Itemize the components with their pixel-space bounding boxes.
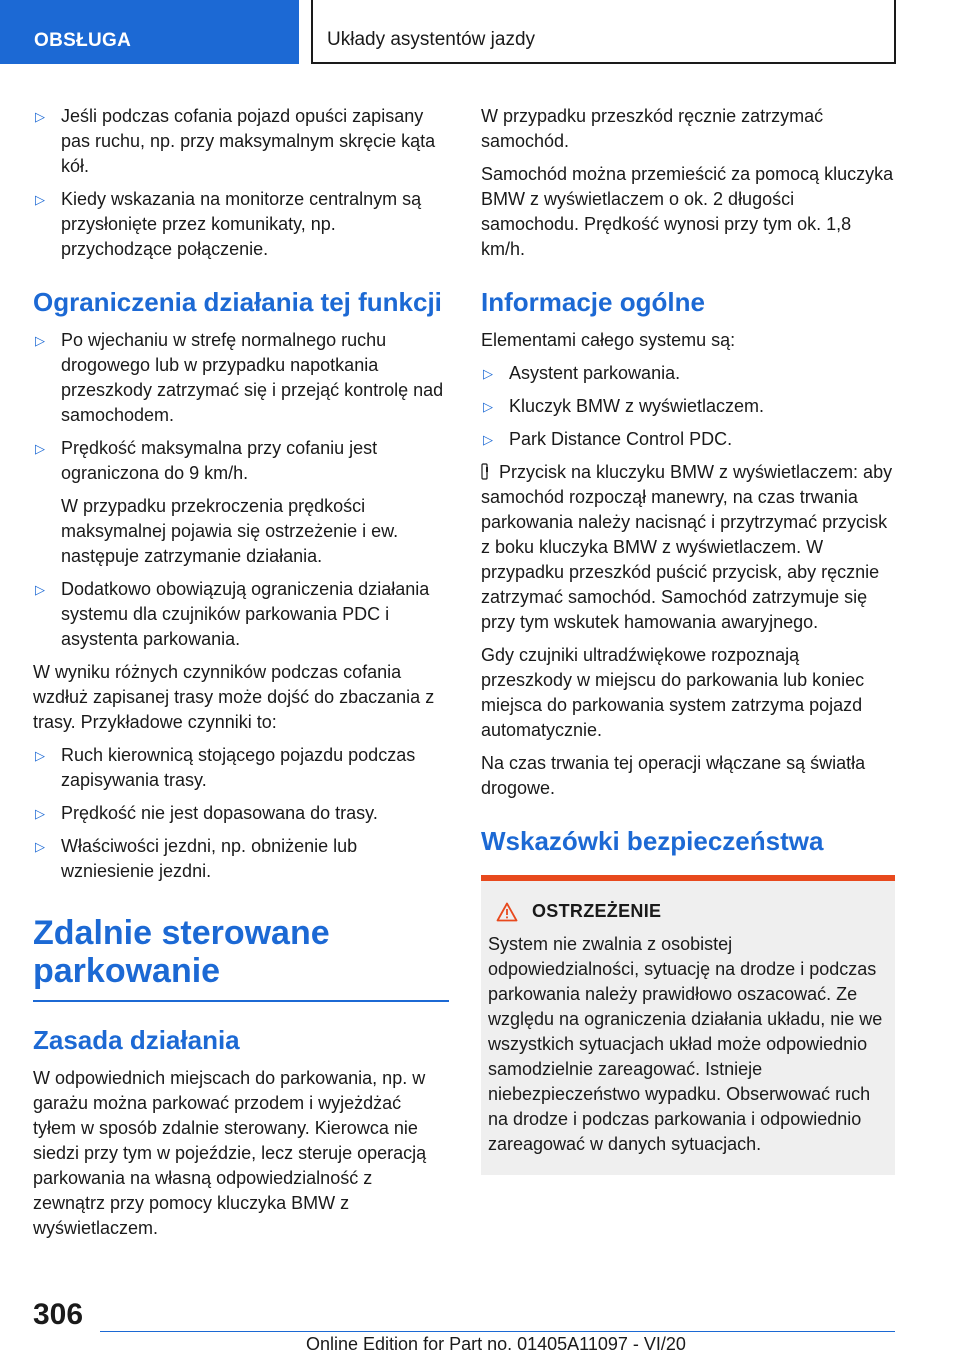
triangle-bullet-icon: ▷: [35, 806, 45, 821]
triangle-bullet-icon: ▷: [483, 432, 493, 447]
header-chapter-label: Układy asystentów jazdy: [327, 29, 536, 50]
list-item: ▷ Właściwości jezdni, np. obniżenie lub wzniesienie jezdni.: [35, 836, 358, 881]
triangle-bullet-icon: ▷: [35, 441, 45, 456]
triangle-bullet-icon: ▷: [35, 333, 45, 348]
paragraph: Samochód można przemieścić za pomocą kluczyka BMW z wyświetlaczem o ok. 2 długości samochodu. Prędkość wynosi przy tym ok. 1,8 km/h.: [481, 164, 894, 259]
triangle-bullet-icon: ▷: [35, 582, 45, 597]
limits-heading: Ograniczenia działania tej funkcji: [33, 287, 442, 317]
page-number: 306: [33, 1298, 84, 1331]
key-button-icon: [481, 463, 489, 480]
list-item: ▷ Prędkość nie jest dopasowana do trasy.: [33, 801, 449, 826]
footer-divider: [100, 1331, 895, 1332]
main-heading: Zdalnie sterowane parkowanie: [33, 914, 330, 990]
list-item: ▷ Park Distance Control PDC.: [481, 427, 895, 452]
header-section-label: OBSŁUGA: [34, 30, 132, 51]
button-paragraph: Przycisk na kluczyku BMW z wyświetlaczem: aby samochód rozpoczął manewry, na czas trwania parkowania należy nacisnąć i przytrzymać przycisk z boku kluczyka BMW z wyświetlaczem. W przypadku przeszkód puścić przycisk, aby ręcznie zatrzymać samochód. Samochód zatrzymuje się przy tym wskutek hamowania awaryjnego.: [481, 462, 893, 632]
triangle-bullet-icon: ▷: [35, 748, 45, 763]
general-intro: Elementami całego systemu są:: [481, 330, 736, 350]
paragraph: W przypadku przeszkód ręcznie zatrzymać samochód.: [481, 106, 824, 151]
safety-heading: Wskazówki bezpieczeństwa: [481, 826, 824, 856]
header-chapter-box: [311, 0, 896, 64]
list-item: ▷ Po wjechaniu w strefę normalnego ruchu drogowego lub w przypadku napotkania przeszkody zatrzymać się i przejąć kontrolę nad samochodem.: [35, 330, 444, 425]
triangle-bullet-icon: ▷: [483, 366, 493, 381]
principle-heading: Zasada działania: [33, 1025, 240, 1055]
lights-paragraph: Na czas trwania tej operacji włączane są światła drogowe.: [481, 753, 866, 798]
warning-box: [481, 875, 895, 1175]
warning-triangle-icon: [496, 902, 518, 922]
triangle-bullet-icon: ▷: [35, 839, 45, 854]
header-section-tab: [0, 0, 299, 64]
principle-paragraph: W odpowiednich miejscach do parkowania, np. w garażu można parkować przodem i wyjeżdżać tyłem w sposób zdalnie sterowany. Kierowca nie siedzi przy tym w pojeździe, lecz steruje operacją parkowania na własną odpowiedzialność z zewnątrz przy pomocy kluczyka BMW z wyświetlaczem.: [33, 1068, 427, 1238]
sensors-paragraph: Gdy czujniki ultradźwiękowe rozpoznają przeszkody w miejscu do parkowania lub koniec miejsca do parkowania system zatrzyma pojazd automatycznie.: [481, 645, 865, 740]
list-item: ▷ Kiedy wskazania na monitorze centralnym są przysłonięte przez komunikaty, np. przychodzące połączenie.: [35, 189, 422, 259]
triangle-bullet-icon: ▷: [483, 399, 493, 414]
warning-title: OSTRZEŻENIE: [532, 901, 662, 921]
list-item: ▷ Ruch kierownicą stojącego pojazdu podczas zapisywania trasy.: [35, 745, 416, 790]
triangle-bullet-icon: ▷: [35, 192, 45, 207]
warning-text: System nie zwalnia z osobistej odpowiedzialności, sytuację na drodze i podczas parkowania należy prawidłowo oszacować. Ze względu na ograniczenia działania układu, nie we wszystkich sytuacjach układ może odpowiednio samodzielnie zareagować. Istnieje niebezpieczeństwo wypadku. Obserwować ruch na drodze i podczas parkowania i odpowiednio zareagować w danych sytuacjach.: [488, 934, 883, 1154]
list-item: ▷ Dodatkowo obowiązują ograniczenia działania systemu dla czujników parkowania PDC i asystenta parkowania.: [35, 579, 430, 649]
list-item: ▷ Prędkość maksymalna przy cofaniu jest ograniczona do 9 km/h.: [35, 438, 378, 483]
list-item: ▷ Asystent parkowania.: [481, 361, 895, 386]
left-column: [33, 104, 449, 1249]
deviation-paragraph: W wyniku różnych czynników podczas cofania wzdłuż zapisanej trasy może dojść do zbaczania z trasy. Przykładowe czynniki to:: [33, 662, 435, 732]
list-item: ▷ Kluczyk BMW z wyświetlaczem.: [481, 394, 895, 419]
footer-edition: Online Edition for Part no. 01405A11097 - VI/20: [306, 1334, 686, 1354]
warning-title-row: [496, 899, 888, 924]
right-column: [481, 104, 895, 1175]
list-item-continuation: W przypadku przekroczenia prędkości maksymalnej pojawia się ostrzeżenie i ew. następuje zatrzymanie działania.: [61, 496, 399, 566]
triangle-bullet-icon: ▷: [35, 109, 45, 124]
general-heading: Informacje ogólne: [481, 287, 705, 317]
list-item: ▷ Jeśli podczas cofania pojazd opuści zapisany pas ruchu, np. przy maksymalnym skręcie kąta kół.: [35, 106, 436, 176]
heading-divider: [33, 1000, 449, 1002]
